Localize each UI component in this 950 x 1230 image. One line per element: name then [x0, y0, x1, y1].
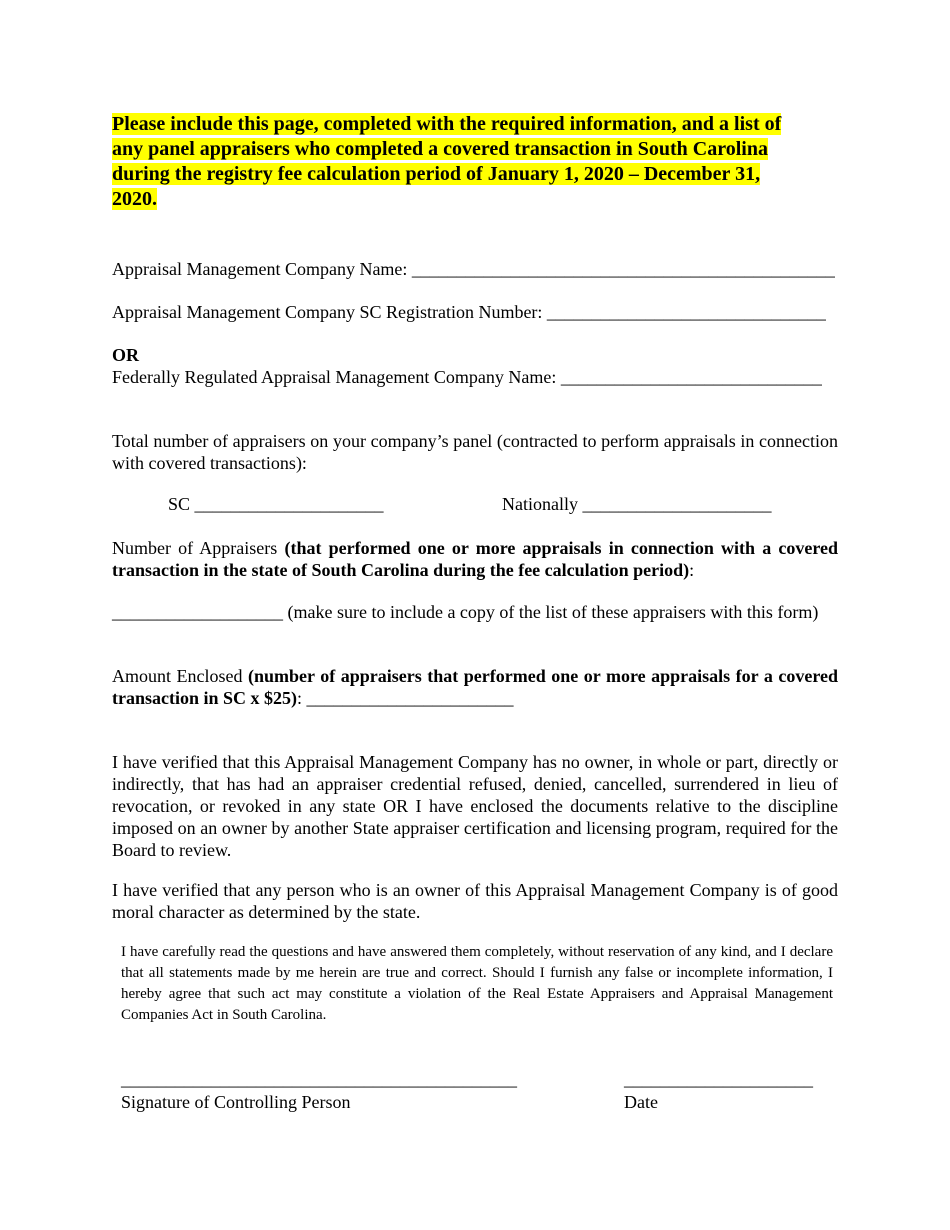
- amc-registration-field[interactable]: Appraisal Management Company SC Registration Number: _______________________________: [112, 302, 826, 322]
- signature-label: Signature of Controlling Person: [121, 1092, 351, 1112]
- intro-line-2: any panel appraisers who completed a covered transaction in South Carolina: [112, 138, 768, 160]
- intro-line-1: Please include this page, completed with the required information, and a list of: [112, 113, 782, 135]
- amount-bold: (number of appraisers that performed one or more appraisals for a covered transaction in SC x $25): [112, 666, 838, 708]
- amount-enclosed-field[interactable]: [112, 665, 838, 709]
- number-suffix: :: [689, 560, 695, 580]
- intro-line-4: 2020.: [112, 188, 157, 210]
- sc-count-field[interactable]: SC _____________________: [168, 494, 384, 514]
- amount-prefix: Amount Enclosed: [112, 666, 249, 686]
- declaration-paragraph: I have carefully read the questions and have answered them completely, without reservation of any kind, and I declare that all statements made by me herein are true and correct. Should I furnish any false or incomplete information, I hereby agree that such act may constitute a violation of the Real Estate Appraisers and Appraisal Management Companies Act in South Carolina.: [121, 944, 833, 1023]
- amount-suffix: : _______________________: [297, 688, 514, 708]
- signature-line[interactable]: ____________________________________________: [121, 1069, 517, 1089]
- number-prefix: Number of Appraisers: [112, 538, 285, 558]
- number-of-appraisers-field[interactable]: ___________________ (make sure to include a copy of the list of these appraisers with this form): [112, 602, 819, 622]
- intro-line-3: during the registry fee calculation period of January 1, 2020 – December 31,: [112, 163, 761, 185]
- number-of-appraisers-label: [112, 537, 838, 581]
- federal-amc-name-field[interactable]: Federally Regulated Appraisal Management Company Name: _____________________________: [112, 367, 822, 387]
- number-bold: (that performed one or more appraisals in connection with a covered transaction in the state of South Carolina during the fee calculation period): [112, 538, 838, 580]
- verification-paragraph-2: I have verified that any person who is an owner of this Appraisal Management Company is of good moral character as determined by the state.: [112, 880, 838, 922]
- national-count-field[interactable]: Nationally _____________________: [502, 494, 772, 514]
- date-label: Date: [624, 1092, 658, 1112]
- instructions-heading: [112, 112, 838, 212]
- date-line[interactable]: _____________________: [624, 1069, 813, 1089]
- or-label: OR: [112, 345, 139, 365]
- verification-paragraph-1: I have verified that this Appraisal Management Company has no owner, in whole or part, directly or indirectly, that has had an appraiser credential refused, denied, cancelled, surrendered in lieu of revocation, or revoked in any state OR I have enclosed the documents relative to the discipline imposed on an owner by another State appraiser certification and licensing program, required for the Board to review.: [112, 752, 838, 860]
- panel-total-text: Total number of appraisers on your company’s panel (contracted to perform appraisals in connection with covered transactions):: [112, 431, 838, 473]
- amc-name-field[interactable]: Appraisal Management Company Name: _______________________________________________: [112, 259, 835, 279]
